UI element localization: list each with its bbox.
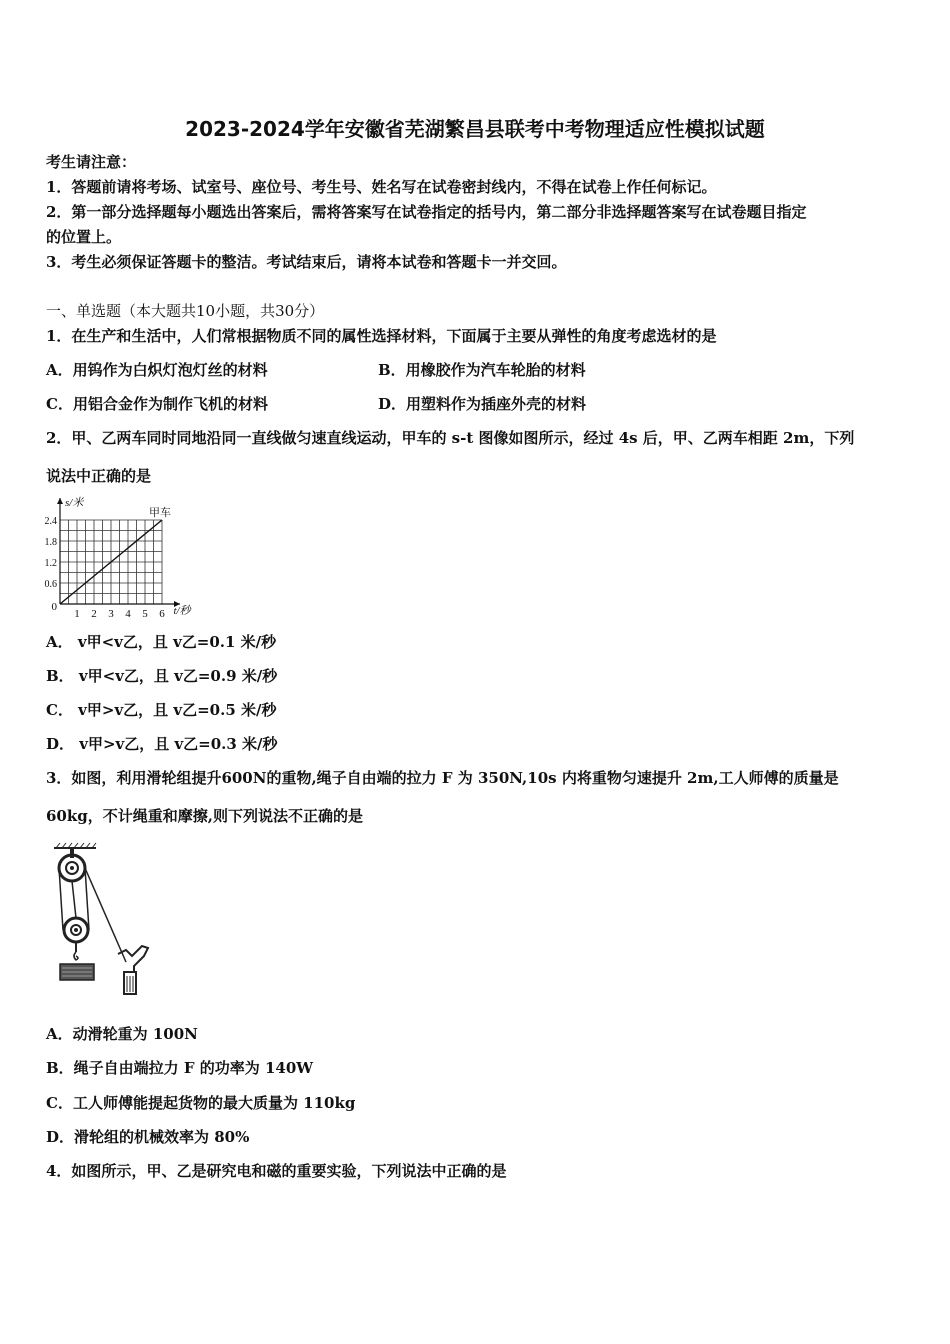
x-tick-label: 2 [91,608,97,618]
x-tick-label: 1 [74,608,80,618]
st-graph [40,494,210,618]
question-2-stem-cont: 说法中正确的是 [46,467,152,485]
series-label: 甲车 [149,507,171,519]
question-1-option-c: C．用铝合金作为制作飞机的材料 [46,395,268,413]
question-1-option-d: D．用塑料作为插座外壳的材料 [378,395,587,413]
pulley-system-diagram [46,842,156,998]
question-3-option-b: B．绳子自由端拉力 F 的功率为 140W [46,1059,314,1077]
notice-item: 3．考生必须保证答题卡的整洁。考试结束后，请将本试卷和答题卡一并交回。 [46,253,567,271]
question-1-stem: 1．在生产和生活中，人们常根据物质不同的属性选择材料，下面属于主要从弹性的角度考虑选材的是 [46,327,717,345]
x-tick-label: 5 [142,608,148,618]
question-1-option-b: B．用橡胶作为汽车轮胎的材料 [378,361,586,379]
question-3-option-d: D．滑轮组的机械效率为 80% [46,1128,250,1146]
question-3-option-a: A．动滑轮重为 100N [46,1025,198,1043]
notice-item: 的位置上。 [46,228,122,246]
question-2-stem: 2．甲、乙两车同时同地沿同一直线做匀速直线运动，甲车的 s-t 图像如图所示，经过 4s 后，甲、乙两车相距 2m，下列 [46,429,855,447]
y-tick-label: 0.6 [44,579,57,590]
x-tick-label: 6 [159,608,165,618]
x-tick-label: 4 [125,608,131,618]
y-tick-label: 1.2 [44,558,57,569]
question-3-option-c: C．工人师傅能提起货物的最大质量为 110kg [46,1094,356,1112]
section-heading: 一、单选题（本大题共10小题，共30分） [46,302,325,320]
x-tick-label: 3 [108,608,114,618]
notice-heading: 考生请注意： [46,153,137,171]
y-axis-label: s/米 [65,497,84,509]
question-2-option-b: B． v甲<v乙，且 v乙=0.9 米/秒 [46,667,278,685]
y-axis-arrow [57,498,63,504]
y-tick-label: 1.8 [44,537,57,548]
notice-item: 2．第一部分选择题每小题选出答案后，需将答案写在试卷指定的括号内，第二部分非选择题答案写在试卷题目指定 [46,203,807,221]
question-4-stem: 4．如图所示，甲、乙是研究电和磁的重要实验，下列说法中正确的是 [46,1162,507,1180]
origin-label: 0 [51,601,57,613]
y-tick-label: 2.4 [44,516,57,527]
x-axis-label: t/秒 [173,605,191,617]
notice-item: 1．答题前请将考场、试室号、座位号、考生号、姓名写在试卷密封线内，不得在试卷上作任何标记。 [46,178,717,196]
question-2-option-a: A． v甲<v乙，且 v乙=0.1 米/秒 [46,633,277,651]
question-2-option-d: D． v甲>v乙，且 v乙=0.3 米/秒 [46,735,278,753]
question-2-option-c: C． v甲>v乙，且 v乙=0.5 米/秒 [46,701,277,719]
question-3-stem-cont: 60kg，不计绳重和摩擦,则下列说法不正确的是 [46,807,363,825]
question-1-option-a: A．用钨作为白炽灯泡灯丝的材料 [46,361,268,379]
question-3-stem: 3．如图，利用滑轮组提升600N的重物,绳子自由端的拉力 F 为 350N,10s 内将重物匀速提升 2m,工人师傅的质量是 [46,769,839,787]
page-title: 2023-2024学年安徽省芜湖繁昌县联考中考物理适应性模拟试题 [185,117,765,141]
